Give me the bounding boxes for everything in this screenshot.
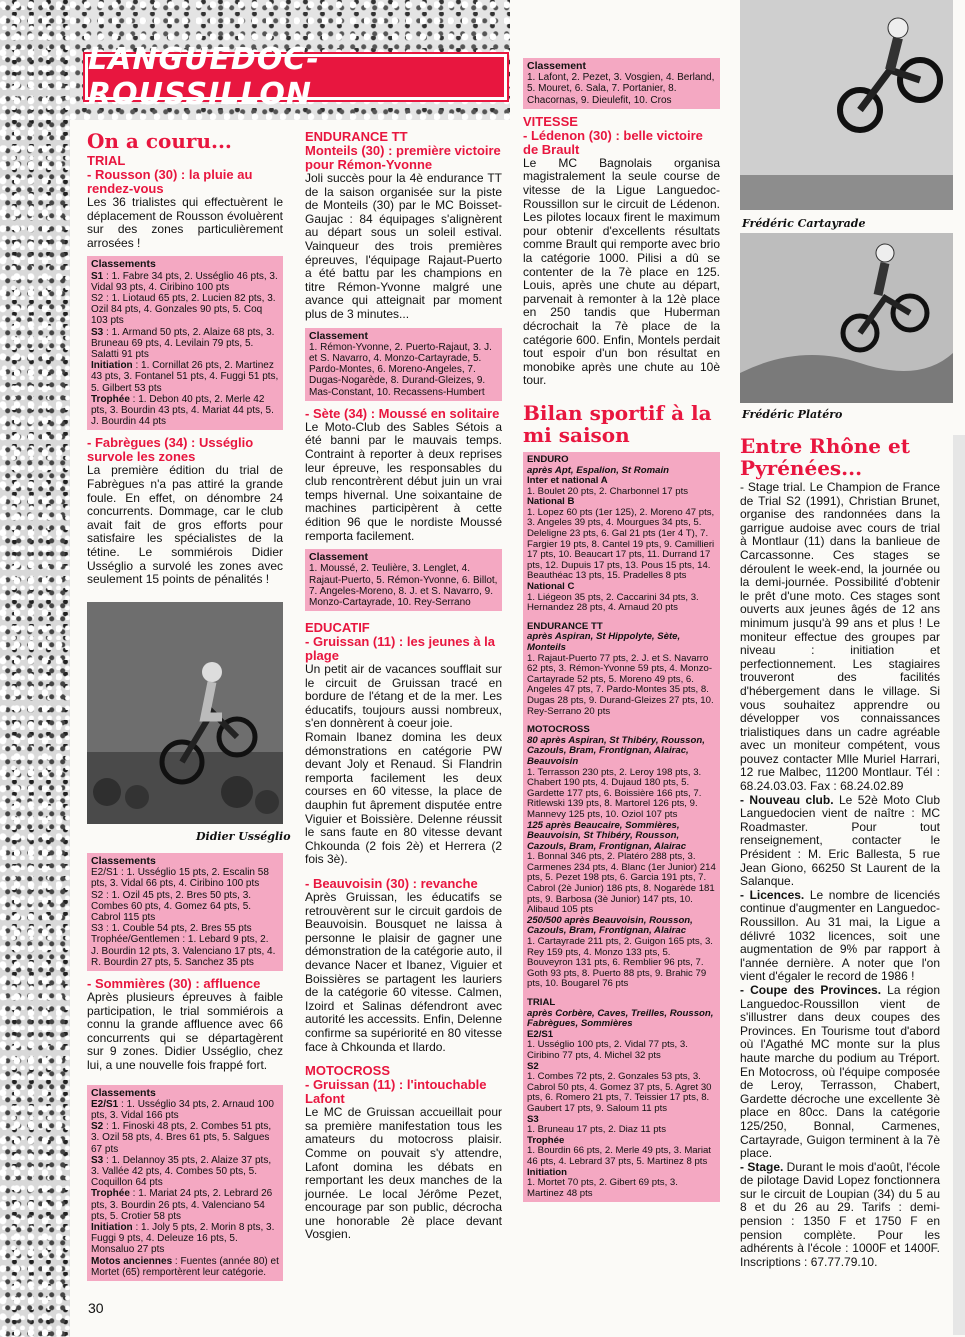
box-title: Classement (309, 551, 368, 564)
result-line: S2 : 1. Liotaud 65 pts, 2. Lucien 82 pts, 3. Ozil 84 pts, 4. Gonzales 90 pts, 5. Coq 103 pts (91, 292, 276, 327)
photo-platero (740, 233, 953, 403)
body-licences: - Licences. Le nombre de licenciés continue d'augmenter en Languedoc-Roussillon. Au 31 mai, la Ligue a délivré 1032 licences, soit une augmentation de 9% par rapport à l'année dernière. A noter que l'on vient d'égaler le record de 1986 ! (740, 887, 940, 984)
body-coupe: - Coupe des Provinces. La région Languedoc-Roussillon vient de s'illustrer dans deux coupes des Provinces. En Tourisme tout d'abord où l'Agathé MC monte sur la plus haute marche du podium au Tréport. En Motocross, où l'équipe composée de Leroy, Terrasson, Chabert, Gardette décroche une excellente 3è place en 80cc. Dans la catégorie 125/250, Bonnal, Carmenes, Cartayrade, Guigon terminent à la 7è place. (740, 982, 941, 1161)
body-sete: Le Moto-Club des Sables Sétois a été banni par le mauvais temps. Contraint à reporter à deux reprises leur épreuve, les responsables du club rencontrèrent début juin un vrai temps hivernal. Une soixantaine de machines participèrent à cette édition 96 que le nordiste Moussé remporta facilement. (305, 419, 502, 543)
result-line: Initiation : 1. Cornillat 26 pts, 2. Martinez 43 pts, 3. Fontanel 51 pts, 4. Fuggi 51 pts, 5. Gilbert 53 pts (91, 360, 279, 394)
bilan-motocross: MOTOCROSS 80 après Aspiran, St Thibéry, Rousson, Cazouls, Bram, Frontignan, Alairac, Beauvoisin 1. Terrasson 230 pts, 2. Leroy 198 pts, 3. Chabert 190 pts, 4. Dujaud 180 pts, 5. Gardette 177 pts, 6. Boissière 166 pts, 7. Ritlewski 139 pts, 8. Martorel 126 pts, 9. Mannevy 125 pts, 10. Oziol 107 pts 125 après Beaucaire, Sommières, Beauvoisin, St Thibéry, Rousson, Cazouls, Bram, Frontignan, Alairac 1. Bonnal 346 pts, 2. Platéro 288 pts, 3. Carmenes 234 pts, 4. Blanc (1er Junior) 214 pts, 5. Pezet 198 pts, 6. Garcia 191 pts, 7. Cabrol (2è Junior) 186 pts, 8. Nogarède 181 pts, 9. Barbosa (3è Junior) 147 pts, 10. Alibaud 105 pts 250/500 après Beauvoisin, Rousson, Cazouls, Bram, Frontignan, Alairac 1. Cartayrade 211 pts, 2. Guigon 165 pts, 3. Rey 159 pts, 4. Monzo 133 pts, 5. Bouveyron 131 pts, 6. Remblier 96 pts, 7. Goth 93 pts, 8. Puerto 88 pts, 9. Brahic 79 pts, 10. Bougarel 76 pts (527, 724, 716, 990)
body-lafont: Le MC de Gruissan accueillait pour sa première manifestation tous les amateurs du motocross plaisir. Comme on pouvait s'y attendre, Lafont domina les débats en remportant les deux manches de la journée. Le local Jérôme Pezet, encourage par son public, décrocha une honorable 2è place devant Vosgien. (305, 1105, 502, 1242)
box-title: Classements (91, 258, 156, 271)
results-box-monteils (305, 328, 502, 401)
result-line: S3 : 1. Couble 54 pts, 2. Bres 55 pts (91, 923, 252, 935)
bilan-trial: TRIAL après Corbère, Caves, Treilles, Rousson, Fabrègues, Sommières E2/S1 1. Usséglio 100 pts, 2. Vidal 77 pts, 3. Ciribino 77 pts, 4. Michel 32 pts S2 1. Combes 72 pts, 2. Gonzales 53 pts, 3. Cabrol 50 pts, 4. Gomez 37 pts, 5. Agret 30 pts, 6. Romero 21 pts, 7. Teissier 17 pts, 8. Gaubert 17 pts, 9. Saloum 11 pts S3 1. Bruneau 17 pts, 2. Diaz 11 pts Trophée 1. Bourdin 66 pts, 2. Merle 49 pts, 3. Mariat 46 pts, 4. Lebrard 37 pts, 5. Martinez 8 pts Initiation 1. Mortet 70 pts, 2. Gibert 69 pts, 3. Martinez 48 pts (527, 997, 714, 1199)
box-text: 1. Moussé, 2. Teulière, 3. Lenglet, 4. Rajaut-Puerto, 5. Rémon-Yvonne, 6. Billot, 7. Angeles-Moreno, 8. J. et S. Navarro, 9. Monzo-Cartayrade, 10. Rey-Serrano (309, 563, 498, 608)
body-stage-trial: - Stage trial. Le Champion de France de Trial S2 (1991), Christian Brunet, organise des randonnées dans la garrigue audoise avec cours de trial à Montlaur (11) dans la banlieue de Carcassonne. Ces stages se déroulent le week-end, la journée ou la demi-journée. Possibilité d'obtenir le prêt d'une moto. Ces stages sont ouverts aux jeunes âgés de 12 ans minimum jusqu'à 99 ans et plus ! Le moniteur effectue des groupes par niveau : initiation et perfectionnement. Les stagiaires trouveront des facilités d'hébergement dans le village. Si vous souhaitez apprendre ou développer vos connaissances trialistiques dans un cadre agréable avec un moniteur compétent, vous pouvez contacter Mlle Muriel Harrari, 12 rue Malbec, 11200 Montlaur. Tél : 68.24.03.03. Fax : 68.24.02.89 (740, 480, 940, 794)
body-rousson: Les 36 trialistes qui effectuèrent le déplacement de Rousson évoluèrent sur des zones particulièrement arrosées ! (87, 195, 283, 250)
column-1 (87, 130, 283, 587)
photo-cartayrade (740, 0, 953, 210)
result-line: Motos anciennes : Fuentes (année 80) et Mortet (65) remportèrent leur catégorie. (91, 1255, 279, 1278)
category-label: EDUCATIF (305, 620, 370, 636)
result-line: Trophée : 1. Debon 40 pts, 2. Merle 42 pts, 3. Bourdin 43 pts, 4. Mariat 44 pts, 5. J. Bourdin 44 pts (91, 393, 274, 428)
results-box-sommieres (87, 1085, 283, 1281)
body-fabregues: La première édition du trial de Fabrègues n'a pas attiré la grande foule. En effet, on dénombre 24 concurrents. Dommage, car le club avait fait de gros efforts pour satisfaire les spécialistes de la tétine. Le sommiérois Didier Usséglio a survolé les zones avec seulement 15 points de pénalités ! (87, 463, 283, 587)
bilan-endurance: ENDURANCE TT après Aspiran, St Hippolyte, Sète, Monteils 1. Rajaut-Puerto 77 pts, 2. J. et S. Navarro 62 pts, 3. Rémon-Yvonne 59 pts, 4. Monzo-Cartayrade 52 pts, 5. Moreno 49 pts, 6. Angeles 47 pts, 7. Pardo-Montes 35 pts, 8. Dugas 28 pts, 9. Durand-Gleizes 27 pts, 10. Rey-Serrano 20 pts (527, 620, 714, 717)
result-line: S2 : 1. Finoski 48 pts, 2. Combes 51 pts, 3. Ozil 58 pts, 4. Bres 61 pts, 5. Salgues 67 pts (91, 1121, 272, 1155)
photo-caption: Didier Usséglio (196, 830, 291, 843)
photo-trial-rider-image (87, 602, 283, 824)
subhead-lafont: - Gruissan (11) : l'intouchable Lafont (305, 1077, 487, 1107)
result-line: E2/S1 : 1. Usséglio 34 pts, 2. Arnaud 100 pts, 3. Vidal 166 pts (91, 1098, 274, 1121)
result-line: S3 : 1. Delannoy 35 pts, 2. Alaize 37 pts, 3. Vallée 42 pts, 4. Combes 50 pts, 5. Coquillon 64 pts (91, 1154, 272, 1189)
body-beauvoisin: Après Gruissan, les éducatifs se retrouvèrent sur le circuit gardois de Beauvoisin. Bousquet ne laissa à personne le plaisir de gagner une démonstration de la catégorie auto, il devance Nacer et Ibanez, Viguier et Boissières se partagent les lauriers de la catégorie 60 vitesse. Calmen, Izoird et Salinas défendront avec autorité les accessits. Enfin, Delenne confirme sa supériorité en 80 vitesse face à Chkounda et Ilardo. (305, 890, 502, 1054)
subhead-beauvoisin: - Beauvoisin (30) : revanche (305, 876, 478, 892)
result-line: S3 : 1. Armand 50 pts, 2. Alaize 68 pts, 3. Bruneau 69 pts, 4. Levilain 79 pts, 5. Salatti 91 pts (91, 326, 275, 360)
result-line: Trophée : 1. Mariat 24 pts, 2. Lebrard 26 pts, 3. Bourdin 26 pts, 4. Valenciano 54 pts, 5. Crotier 58 pts (91, 1188, 273, 1222)
category-label: TRIAL (87, 153, 126, 168)
subhead-ledenon: - Lédenon (30) : belle victoire de Brault (523, 127, 703, 157)
body-monteils: Joli succès pour la 4è endurance TT de la saison organisée sur la piste de Monteils (30) par le MC Boisset-Gaujac : 84 équipages s'alignèrent au départ sous un soleil estival. Vainqueur des trois premières épreuves, l'équipage Rajaut-Puerto a été battu par les champions en titre Rémon-Yvonne malgré une avance qui atteignait par moment plus de 3 minutes... (305, 171, 502, 321)
subhead-rousson: - Rousson (30) : la pluie au rendez-vous (87, 167, 253, 196)
body-nouveau-club: - Nouveau club. Le 52è Moto Club Languedocien vient de naître : MC Roadmaster. Pour tout renseignement, contacter le Président : M. Eric Ballesta, 5 rue Jean Giono, 66250 St Laurent de la Salanque. (740, 792, 941, 889)
decorative-pattern-left (0, 0, 70, 1337)
bilan-title: Bilan sportif à la mi saison (523, 400, 712, 447)
subhead-fabregues: - Fabrègues (34) : Usséglio survole les zones (87, 435, 254, 465)
box-text: 1. Rémon-Yvonne, 2. Puerto-Rajaut, 3. J. et S. Navarro, 4. Monzo-Cartayrade, 5. Pardo-Montes, 6. Moreno-Angeles, 7. Dugas-Nogarède, 8. Durand-Gleizes, 9. Mas-Constant, 10. Recassens-Humbert (309, 341, 492, 398)
results-box-gruissan-mx (523, 58, 720, 109)
photo-platero-image (740, 233, 953, 403)
box-text: 1. Lafont, 2. Pezet, 3. Vosgien, 4. Berland, 5. Mouret, 6. Sala, 7. Portanier, 8. Chacornas, 9. Dieulefit, 10. Cros (527, 72, 715, 106)
body-stage: - Stage. Durant le mois d'août, l'école de pilotage David Lopez fonctionnera sur le circuit de Loupian (34) du 5 au 8 et du 26 au 29. Tarifs : demi-pension : 1350 F et 1750 F en pension complète. Pour les adhérents à l'école : 1000F et 1400F. Inscriptions : 67.77.79.10. (740, 1159, 941, 1269)
column-3 (523, 58, 720, 1206)
box-title: Classements (91, 1086, 156, 1099)
bilan-enduro: ENDURO après Apt, Espalion, St Romain Inter et national A 1. Boulet 20 pts, 2. Charbonnel 17 pts National B 1. Lopez 60 pts (1er 125), 2. Moreno 47 pts, 3. Angeles 39 pts, 4. Mourgues 34 pts, 5. Deleligne 23 pts, 6. Gal 21 pts (1er 4 T), 7. Fargier 19 pts, 8. Cantel 19 pts, 9. Camillieri 17 pts, 10. Beaucart 17 pts, 11. Durrand 17 pts, 12. Dupuis 17 pts, 13. Pous 15 pts, 14. Beauthéac 13 pts, 15. Pradelles 8 pts National C 1. Liégeon 35 pts, 2. Caccarini 34 pts, 3. Hernandez 28 pts, 4. Arnaud 20 pts (527, 453, 715, 614)
banner-title: LANGUEDOC-ROUSSILLON (88, 42, 320, 112)
box-title: Classements (91, 855, 156, 867)
category-label: VITESSE (523, 113, 578, 129)
section-title: Entre Rhône et Pyrénées... (740, 434, 910, 480)
region-banner (85, 42, 507, 112)
subhead-monteils: Monteils (30) : première victoire pour Rémon-Yvonne (305, 143, 501, 172)
photo-cartayrade-image (740, 0, 953, 210)
category-label: ENDURANCE TT (305, 129, 408, 144)
column-4 (740, 435, 940, 1269)
category-label: MOTOCROSS (305, 1063, 390, 1079)
body-sommieres: Après plusieurs épreuves à faible participation, le trial sommiérois a connu la grande affluence avec 66 concurrents qui se départagèrent sur 9 zones. Didier Usséglio, chez lui, a une nouvelle fois frappé fort. (87, 990, 283, 1072)
result-line: S2 : 1. Ozil 45 pts, 2. Bres 50 pts, 3. Combes 60 pts, 4. Gomez 64 pts, 5. Cabrol 115 pts (91, 889, 252, 924)
photo-caption: Frédéric Cartayrade (742, 217, 866, 230)
results-box-sete (305, 549, 502, 611)
results-box-rousson (87, 256, 283, 430)
bilan-box (523, 452, 720, 1202)
section-title: On a couru... (87, 129, 232, 153)
subhead-sete: - Sète (34) : Moussé en solitaire (305, 405, 500, 421)
photo-trial-rider (87, 602, 283, 824)
column-1-lower (87, 853, 283, 1285)
photo-caption: Frédéric Platéro (742, 408, 843, 421)
subhead-gruissan: - Gruissan (11) : les jeunes à la plage (305, 634, 496, 664)
subhead-sommieres: - Sommières (30) : affluence (87, 976, 261, 992)
column-2 (305, 130, 502, 1242)
box-title: Classement (309, 329, 368, 342)
result-line: S1 : 1. Fabre 34 pts, 2. Usséglio 46 pts, 3. Vidal 93 pts, 4. Ciribino 100 pts (91, 270, 278, 293)
box-title: Classement (527, 60, 586, 72)
result-line: Trophée/Gentlemen : 1. Lebard 9 pts, 2. J. Bourdin 12 pts, 3. Valenciano 17 pts, 4. R. Bourdin 27 pts, 5. Sanchez 35 pts (91, 934, 276, 968)
body-gruissan-2: Romain Ibanez domina les deux démonstrations en catégorie PW devant Joly et Renaud. Si Flandrin remporta facilement les deux courses en 60 vitesse, la place de dauphin fut âprement disputée entre Viguier et Boissière. Delenne réussit le sans faute en 80 vitesse devant Chkounda (2 fois 2è) et Herrera (2 fois 3è). (305, 730, 502, 867)
result-line: Initiation : 1. Joly 5 pts, 2. Morin 8 pts, 3. Fuggi 9 pts, 4. Deleuze 16 pts, 5. Monsaluo 27 pts (91, 1222, 275, 1256)
body-ledenon: Le MC Bagnolais organisa magistralement la seule course de vitesse de la Ligue Languedoc-Roussillon sur le circuit de Lédenon. Les pilotes locaux firent le maximum pour obtenir d'excellents résultats comme Brault qui remporte avec brio la catégorie 1000. Pilisi a dû se contenter de la 7è place en 125. Louis, après une chute au départ, parvenait à remonter à la 12è place en 250 tandis que Huberman décrochait la 7è place de la catégorie 600. Enfin, Montels perdait tout espoir d'un bon résultat en monobike après une chute au 10è tour. (523, 155, 720, 388)
page-number: 30 (88, 1300, 104, 1316)
right-gutter (953, 435, 965, 1335)
result-line: E2/S1 : 1. Usséglio 15 pts, 2. Escalin 58 pts, 3. Vidal 66 pts, 4. Ciribino 100 pts (91, 867, 269, 890)
results-box-fabregues (87, 853, 283, 971)
body-gruissan-1: Un petit air de vacances soufflait sur le circuit de Gruissan tracé en bordure de l'étang et de la mer. Les éducatifs, toujours aussi nombreux, s'en donnèrent à coeur joie. (305, 662, 502, 731)
